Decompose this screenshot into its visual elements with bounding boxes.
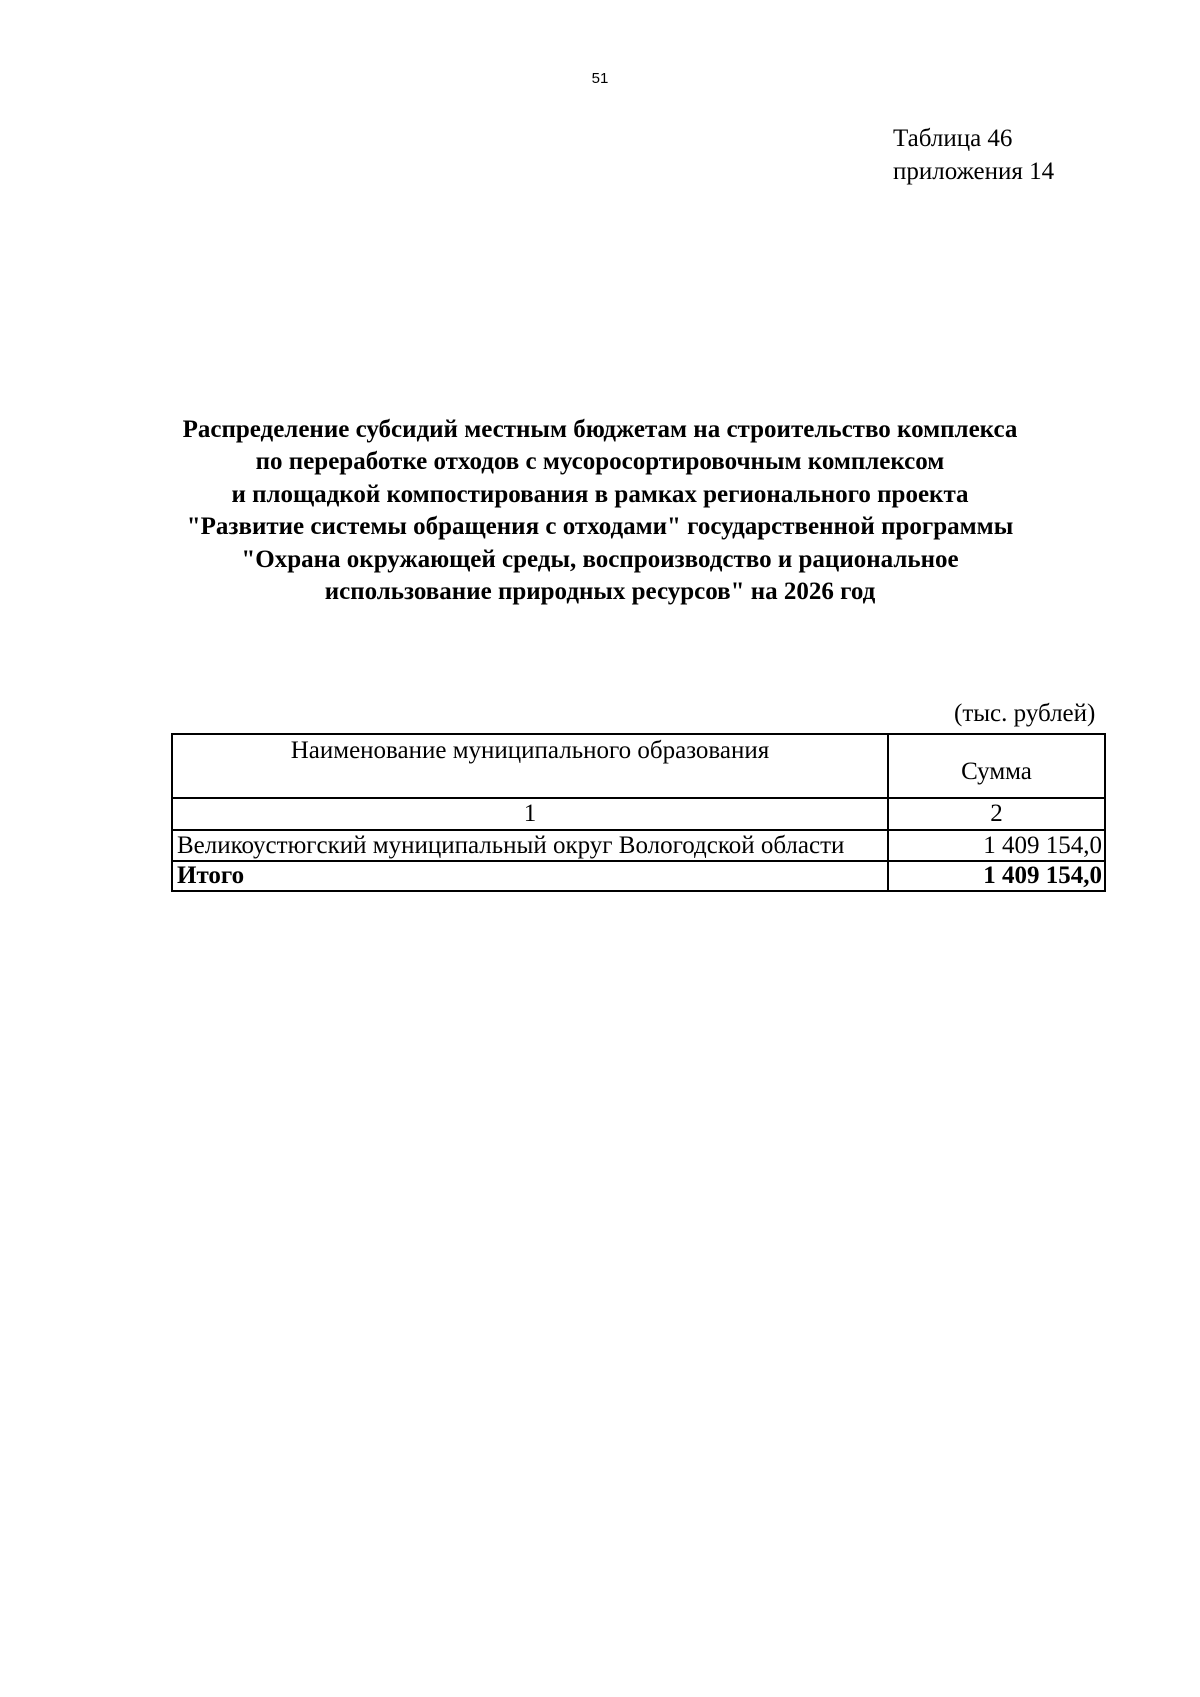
total-amount: 1 409 154,0 <box>888 861 1105 891</box>
total-row <box>172 861 1105 891</box>
units-label: (тыс. рублей) <box>954 700 1096 727</box>
municipality-name: Великоустюгский муниципальный округ Вологодской области <box>172 830 888 861</box>
header-amount: Сумма <box>888 734 1105 798</box>
total-label: Итого <box>172 861 888 891</box>
table-reference <box>893 122 1054 188</box>
title-line: использование природных ресурсов" на 2026 год <box>324 578 876 606</box>
title-line: по переработке отходов с мусоросортировочным комплексом <box>255 448 945 476</box>
document-title <box>150 414 1050 608</box>
page-number: 51 <box>591 70 609 87</box>
header-municipality: Наименование муниципального образования <box>172 734 888 798</box>
title-line: "Охрана окружающей среды, воспроизводство и рациональное <box>241 545 959 573</box>
title-line: и площадкой компостирования в рамках регионального проекта <box>231 480 969 508</box>
appendix-number: приложения 14 <box>893 158 1055 185</box>
subsidy-table <box>171 733 1106 892</box>
column-number: 1 <box>172 798 888 830</box>
table-number: Таблица 46 <box>893 125 1013 152</box>
table-row <box>172 830 1105 861</box>
subsidy-amount: 1 409 154,0 <box>888 830 1105 861</box>
title-line: Распределение субсидий местным бюджетам на строительство комплекса <box>182 416 1018 443</box>
table-header-row <box>172 734 1105 798</box>
title-line: "Развитие системы обращения с отходами" государственной программы <box>186 513 1014 541</box>
column-number-row <box>172 798 1105 830</box>
column-number: 2 <box>888 798 1105 830</box>
